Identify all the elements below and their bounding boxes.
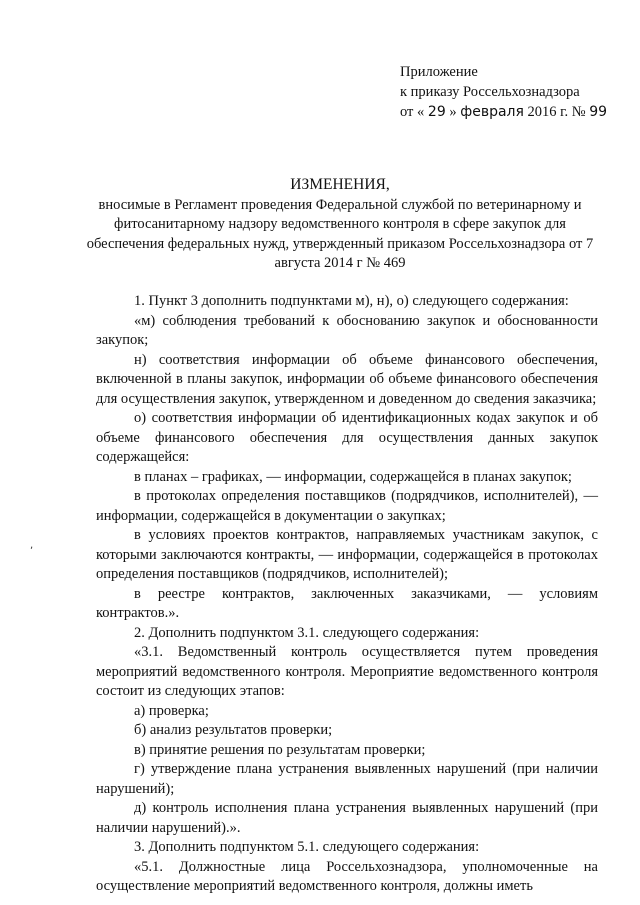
paragraph: в планах – графиках, — информации, содержащейся в планах закупок; <box>134 468 572 485</box>
document-body <box>96 292 598 897</box>
paragraph: б) анализ результатов проверки; <box>134 722 333 738</box>
margin-mark-icon: , <box>30 540 34 551</box>
paragraph: 3. Дополнить подпунктом 5.1. следующего содержания: <box>134 839 480 855</box>
appendix-order-ref: к приказу Россельхознадзора <box>400 84 580 100</box>
paragraph: г) утверждение плана устранения выявленных нарушений (при наличии нарушений); <box>96 761 598 797</box>
appendix-label: Приложение <box>400 64 478 80</box>
order-number: 99 <box>589 104 608 120</box>
paragraph: а) проверка; <box>134 702 209 719</box>
appendix-date-line <box>400 102 607 122</box>
paragraph: в протоколах определения поставщиков (подрядчиков, исполнителей), — информации, содержащейся в документации о закупках; <box>96 488 598 524</box>
appendix-block <box>400 62 607 122</box>
document-title-block <box>80 175 600 274</box>
paragraph: в реестре контрактов, заключенных заказчиками, — условиям контрактов.». <box>96 585 598 621</box>
paragraph: в условиях проектов контрактов, направляемых участникам закупок, с которыми заключаются контракты, — информации, содержащейся в протоколах определения поставщиков (подрядчиков, исполнителей); <box>96 527 598 582</box>
paragraph: н) соответствия информации об объеме финансового обеспечения, включенной в планы закупок, информации об объеме финансового обеспечения для осуществления закупок, утвержденном и доведенном до сведения заказчика; <box>96 351 598 407</box>
paragraph: «м) соблюдения требований к обоснованию закупок и обоснованности закупок; <box>96 312 598 348</box>
paragraph: о) соответствия информации об идентификационных кодах закупок и об объеме финансового обеспечения для осуществления данных закупок содержащейся: <box>96 410 598 465</box>
paragraph: «3.1. Ведомственный контроль осуществляется путем проведения мероприятий ведомственного контроля. Мероприятие ведомственного контроля состоит из следующих этапов: <box>96 644 598 699</box>
date-month: февраля <box>460 104 524 120</box>
document-title: ИЗМЕНЕНИЯ, <box>290 176 390 193</box>
paragraph: д) контроль исполнения плана устранения выявленных нарушений (при наличии нарушений).». <box>96 800 598 836</box>
date-mid: » <box>449 104 457 120</box>
paragraph: «5.1. Должностные лица Россельхознадзора, уполномоченные на осуществление мероприятий ведомственного контроля, должны иметь <box>96 858 598 894</box>
paragraph: 2. Дополнить подпунктом 3.1. следующего содержания: <box>134 624 480 641</box>
date-prefix: от « <box>400 104 425 120</box>
paragraph: 1. Пункт 3 дополнить подпунктами м), н), о) следующего содержания: <box>134 293 569 309</box>
paragraph: в) принятие решения по результатам проверки; <box>134 741 426 758</box>
date-day: 29 <box>427 104 446 120</box>
date-year: 2016 г. № <box>527 104 586 120</box>
document-subtitle: вносимые в Регламент проведения Федеральной службой по ветеринарному и фитосанитарному надзору ведомственного контроля в сфере закупок для обеспечения федеральных нужд, утвержденный приказом Россельхознадзора от 7 августа 2014 г № 469 <box>86 196 594 271</box>
